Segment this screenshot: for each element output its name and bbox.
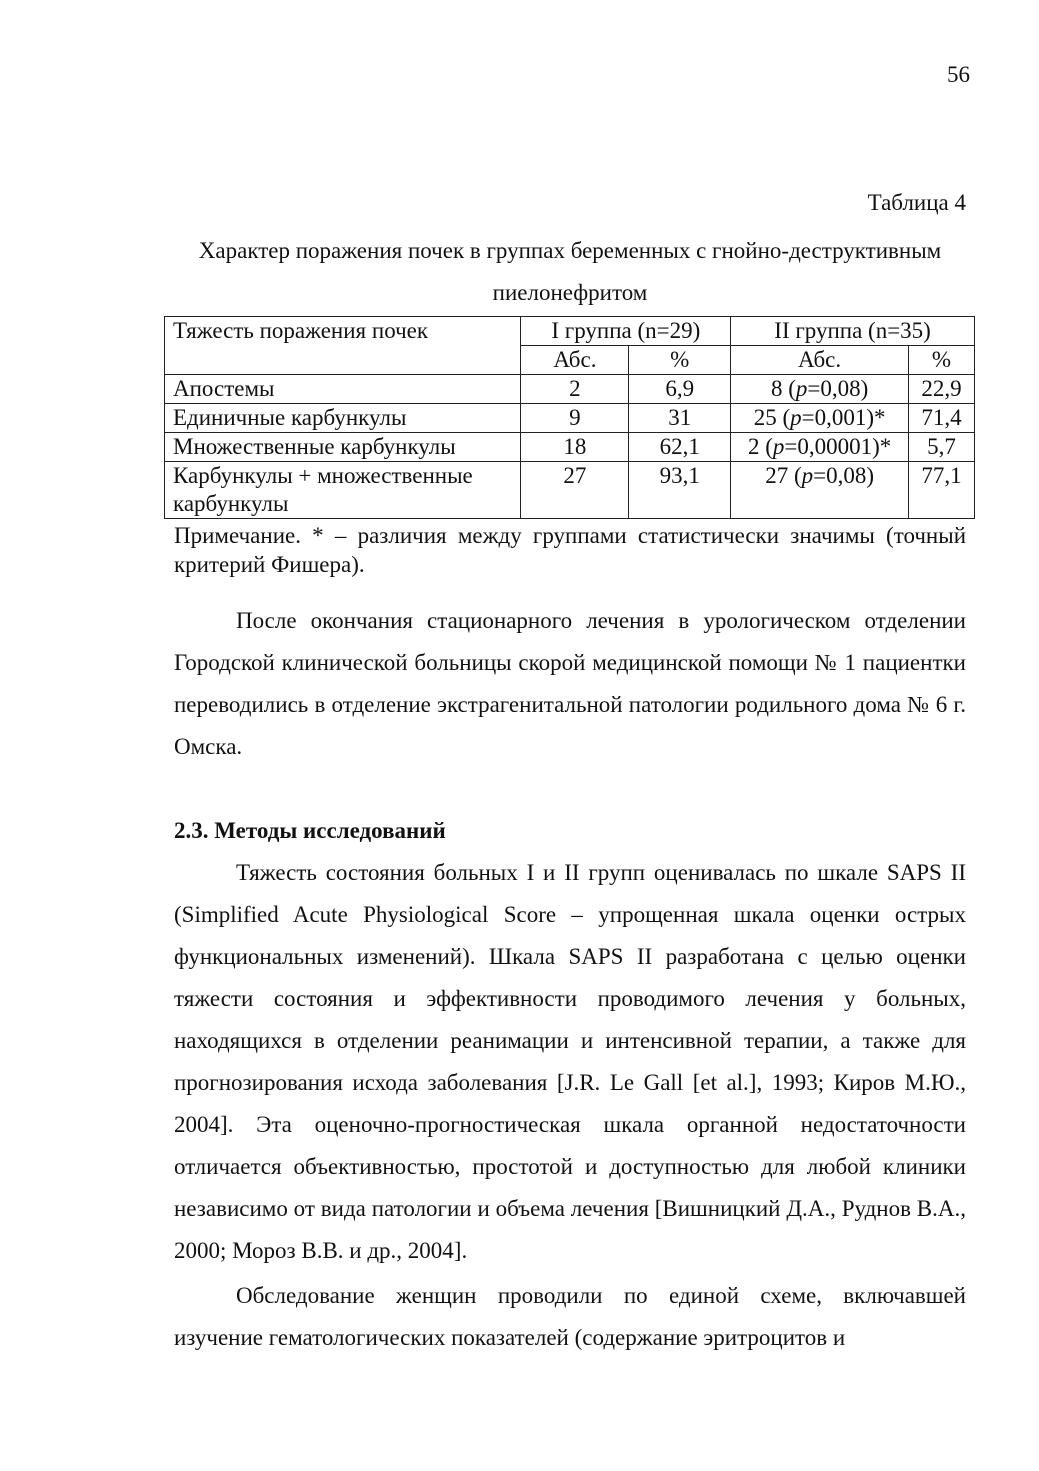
g2-abs: 8 (p=0,08) (731, 375, 909, 404)
table-label: Таблица 4 (867, 190, 966, 215)
g2-abs: 27 (p=0,08) (731, 462, 909, 519)
table-note: Примечание. * – различия между группами статистически значимы (точный критерий Фишера). (174, 523, 966, 577)
section-heading: 2.3. Методы исследований (174, 818, 446, 843)
header-group1: I группа (n=29) (521, 317, 731, 346)
header-group2: II группа (n=35) (731, 317, 975, 346)
results-table (164, 316, 975, 519)
subheader-g1-pct: % (629, 346, 731, 375)
subheader-g2-abs: Абс. (731, 346, 909, 375)
table-row (165, 433, 975, 462)
g2-pct: 71,4 (909, 404, 975, 433)
subheader-g2-pct: % (909, 346, 975, 375)
g2-abs: 25 (p=0,001)* (731, 404, 909, 433)
g1-pct: 93,1 (629, 462, 731, 519)
g1-abs: 27 (521, 462, 629, 519)
g1-abs: 9 (521, 404, 629, 433)
table-row (165, 375, 975, 404)
page-number: 56 (947, 62, 970, 87)
row-label: Единичные карбункулы (165, 404, 521, 433)
g2-pct: 22,9 (909, 375, 975, 404)
table-row (165, 462, 975, 519)
g2-pct: 77,1 (909, 462, 975, 519)
header-severity: Тяжесть поражения почек (165, 317, 521, 375)
paragraph: Тяжесть состояния больных I и II групп оценивалась по шкале SAPS II (Simplified Acute Physiological Score – упрощенная шкала оценки острых функциональных изменений). Шкала SAPS II разработана с целью оценки тяжести состояния и эффективности проводимого лечения у больных, находящихся в отделении реанимации и интенсивной терапии, а также для прогнозирования исхода заболевания [J.R. Le Gall [et al.], 1993; Киров М.Ю., 2004]. Эта оценочно-прогностическая шкала органной недостаточности отличается объективностью, простотой и доступностью для любой клиники независимо от вида патологии и объема лечения [Вишницкий Д.А., Руднов В.А., 2000; Мороз В.В. и др., 2004]. (174, 860, 966, 1263)
table-title: Характер поражения почек в группах беременных с гнойно-деструктивным пиелонефритом (198, 238, 942, 305)
table-header-row (165, 317, 975, 346)
table-row (165, 404, 975, 433)
row-label: Апостемы (165, 375, 521, 404)
g1-pct: 62,1 (629, 433, 731, 462)
g1-abs: 2 (521, 375, 629, 404)
g1-abs: 18 (521, 433, 629, 462)
g2-abs: 2 (p=0,00001)* (731, 433, 909, 462)
g1-pct: 6,9 (629, 375, 731, 404)
g2-pct: 5,7 (909, 433, 975, 462)
paragraph: Обследование женщин проводили по единой схеме, включавшей изучение гематологических показателей (содержание эритроцитов и (174, 1283, 966, 1350)
g1-pct: 31 (629, 404, 731, 433)
row-label: Карбункулы + множественные карбункулы (165, 462, 521, 519)
subheader-g1-abs: Абс. (521, 346, 629, 375)
row-label: Множественные карбункулы (165, 433, 521, 462)
paragraph: После окончания стационарного лечения в урологическом отделении Городской клинической больницы скорой медицинской помощи № 1 пациентки переводились в отделение экстрагенитальной патологии родильного дома № 6 г. Омска. (174, 608, 966, 759)
